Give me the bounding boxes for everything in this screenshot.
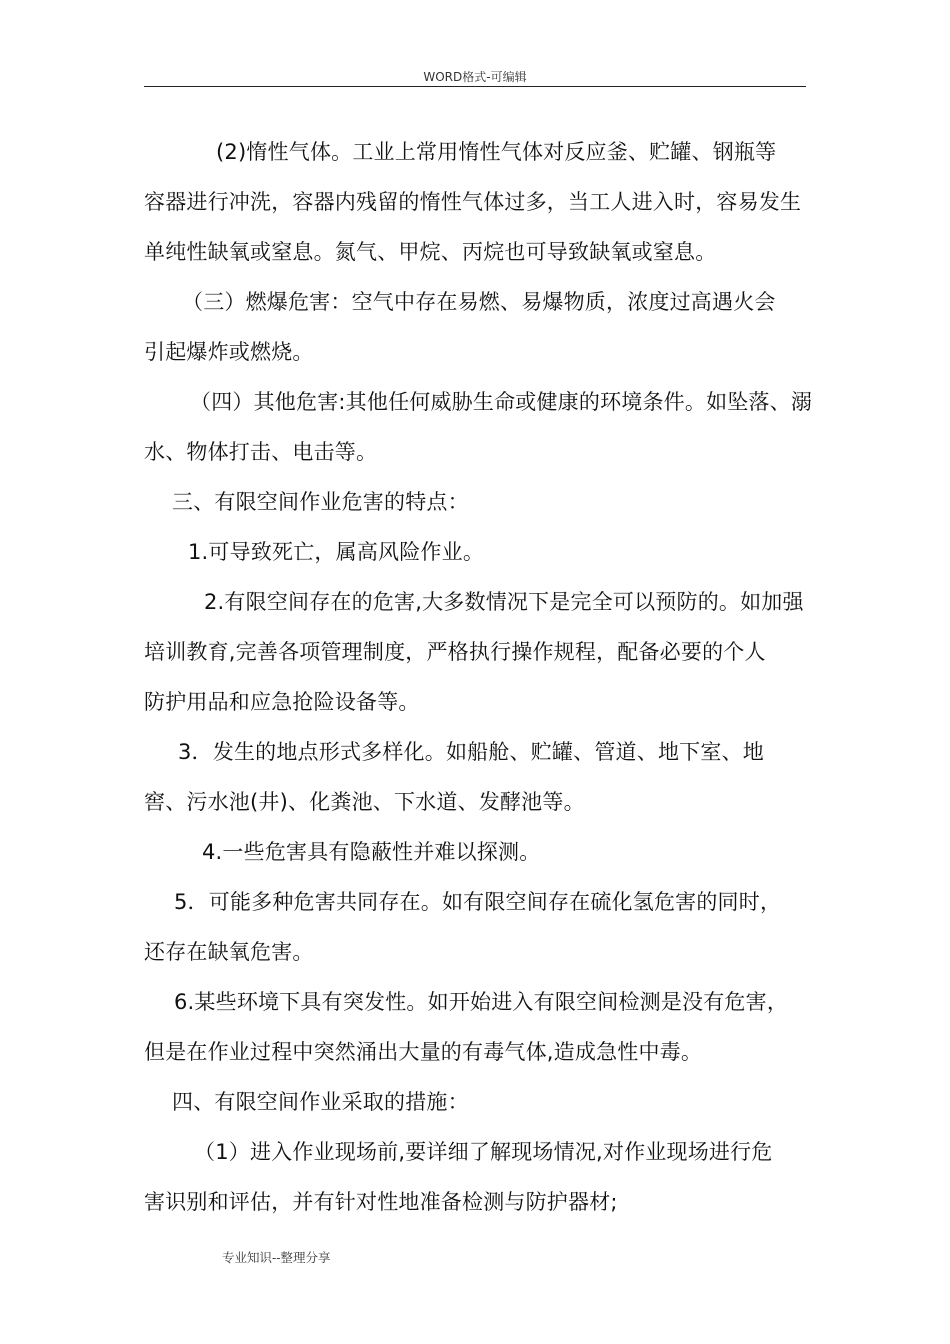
paragraph-line: 4.一些危害具有隐蔽性并难以探测。	[202, 840, 541, 864]
paragraph-line: 三、有限空间作业危害的特点：	[172, 490, 469, 514]
paragraph-line: 5．可能多种危害共同存在。如有限空间存在硫化氢危害的同时，	[174, 890, 782, 914]
paragraph-line: 单纯性缺氧或窒息。氮气、甲烷、丙烷也可导致缺氧或窒息。	[144, 240, 717, 264]
page-footer: 专业知识--整理分享	[222, 1250, 331, 1265]
paragraph-line: 容器进行冲洗，容器内残留的惰性气体过多，当工人进入时，容易发生	[144, 190, 802, 214]
paragraph-line: 害识别和评估，并有针对性地准备检测与防护器材;	[144, 1190, 618, 1214]
paragraph-line: 6.某些环境下具有突发性。如开始进入有限空间检测是没有危害，	[174, 990, 789, 1014]
paragraph-line: 还存在缺氧危害。	[144, 940, 314, 964]
header-divider	[144, 86, 806, 87]
paragraph-line: 但是在作业过程中突然涌出大量的有毒气体,造成急性中毒。	[144, 1040, 703, 1064]
paragraph-line: 3．发生的地点形式多样化。如船舱、贮罐、管道、地下室、地	[178, 740, 764, 764]
page-header: WORD格式-可编辑	[423, 70, 527, 84]
paragraph-line: (2)惰性气体。工业上常用惰性气体对反应釜、贮罐、钢瓶等	[216, 140, 777, 164]
paragraph-line: 四、有限空间作业采取的措施：	[172, 1090, 469, 1114]
paragraph-line: 培训教育,完善各项管理制度，严格执行操作规程，配备必要的个人	[144, 640, 766, 664]
paragraph-line: 防护用品和应急抢险设备等。	[144, 690, 420, 714]
paragraph-line: 水、物体打击、电击等。	[144, 440, 378, 464]
paragraph-line: 窖、污水池(井)、化粪池、下水道、发酵池等。	[144, 790, 585, 814]
paragraph-line: 1.可导致死亡，属高风险作业。	[188, 540, 485, 564]
paragraph-line: （三）燃爆危害：空气中存在易燃、易爆物质，浓度过高遇火会	[182, 290, 776, 314]
paragraph-line: （四）其他危害:其他任何威胁生命或健康的环境条件。如坠落、溺	[190, 390, 813, 414]
paragraph-line: 2.有限空间存在的危害,大多数情况下是完全可以预防的。如加强	[204, 590, 804, 614]
paragraph-line: （1）进入作业现场前,要详细了解现场情况,对作业现场进行危	[194, 1140, 773, 1164]
document-body	[144, 127, 813, 1227]
paragraph-line: 引起爆炸或燃烧。	[144, 340, 314, 364]
